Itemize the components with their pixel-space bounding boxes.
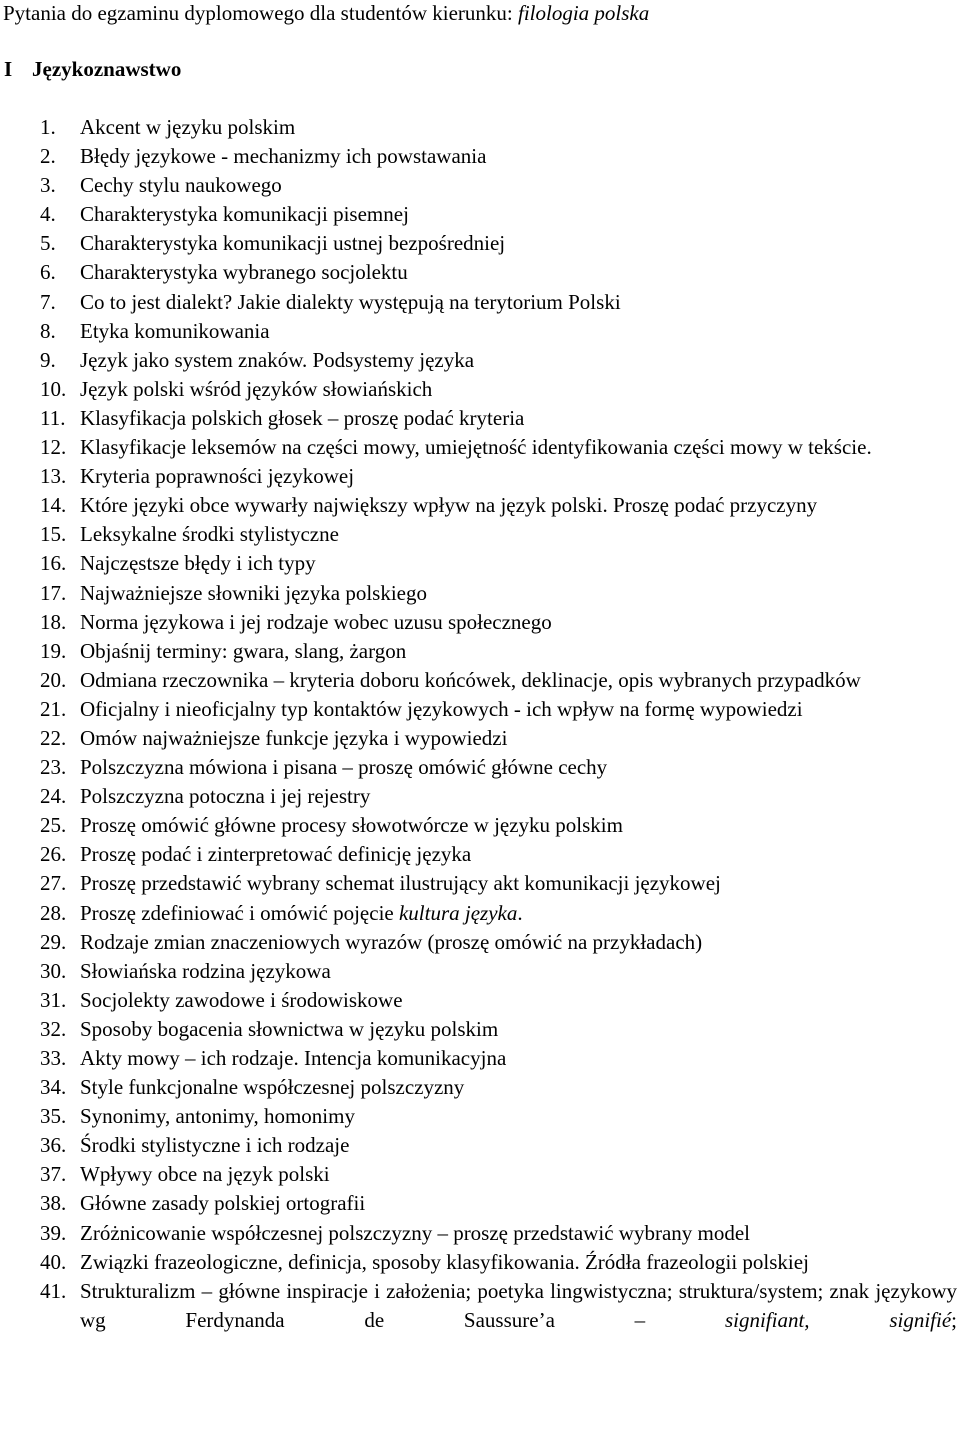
question-text-part: Sposoby bogacenia słownictwa w języku polskim xyxy=(80,1016,499,1041)
question-text xyxy=(80,520,957,549)
question-text xyxy=(80,317,957,346)
question-text xyxy=(80,200,957,229)
question-item xyxy=(0,288,960,317)
question-text xyxy=(80,608,957,637)
question-text xyxy=(80,171,957,200)
question-number: 17. xyxy=(40,580,67,605)
question-number: 41. xyxy=(40,1278,67,1303)
question-number: 13. xyxy=(40,464,67,489)
question-item xyxy=(0,1073,960,1102)
question-text xyxy=(80,549,957,578)
question-text-part: Akty mowy – ich rodzaje. Intencja komunikacyjna xyxy=(80,1046,507,1070)
question-number: 11. xyxy=(40,405,66,430)
question-item xyxy=(0,695,960,724)
question-item xyxy=(0,549,960,578)
question-number: 15. xyxy=(40,522,67,547)
question-text xyxy=(80,753,957,782)
question-text xyxy=(80,462,957,491)
question-text-part: Kryteria poprawności językowej xyxy=(80,464,355,489)
question-list xyxy=(0,113,960,1335)
question-text xyxy=(80,811,957,840)
question-item xyxy=(0,1277,960,1335)
question-text xyxy=(80,869,957,898)
question-item xyxy=(0,666,960,695)
question-item xyxy=(0,346,960,375)
question-number: 7. xyxy=(40,289,56,314)
question-text-part: Wpływy obce na język polski xyxy=(80,1162,330,1187)
question-number: 28. xyxy=(40,900,67,925)
question-text xyxy=(80,840,957,869)
question-text xyxy=(80,666,957,695)
question-item xyxy=(0,957,960,986)
question-text-italic: kultura języka xyxy=(398,900,518,925)
question-item xyxy=(0,899,960,928)
question-text xyxy=(80,1131,957,1160)
question-text-part: Synonimy, antonimy, homonimy xyxy=(80,1104,355,1129)
question-item xyxy=(0,753,960,782)
question-item xyxy=(0,433,960,462)
question-text-part: Oficjalny i nieoficjalny typ kontaktów językowych - ich wpływ na formę wypowiedzi xyxy=(80,696,803,721)
section-number: I xyxy=(4,57,13,81)
question-text-part: Błędy językowe - mechanizmy ich powstawania xyxy=(80,144,487,169)
question-number: 33. xyxy=(40,1046,67,1070)
question-text xyxy=(80,288,957,317)
question-number: 39. xyxy=(40,1220,67,1245)
question-text-part: Cechy stylu naukowego xyxy=(80,173,282,198)
question-number: 1. xyxy=(40,115,56,139)
question-text-part: Najczęstsze błędy i ich typy xyxy=(80,551,316,576)
question-text xyxy=(80,1277,957,1335)
question-number: 3. xyxy=(40,173,56,198)
question-item xyxy=(0,811,960,840)
question-item xyxy=(0,1131,960,1160)
question-text-part: Co to jest dialekt? Jakie dialekty występują na terytorium Polski xyxy=(80,289,621,314)
question-item xyxy=(0,1219,960,1248)
question-number: 14. xyxy=(40,493,67,518)
question-text xyxy=(80,258,957,287)
question-text xyxy=(80,1015,957,1044)
question-number: 29. xyxy=(40,929,67,954)
question-text xyxy=(80,491,957,520)
question-text xyxy=(80,579,957,608)
question-number: 22. xyxy=(40,725,67,750)
question-text-part: Proszę zdefiniować i omówić pojęcie xyxy=(80,900,399,925)
question-text xyxy=(80,1073,957,1102)
question-text xyxy=(80,346,957,375)
question-item xyxy=(0,171,960,200)
question-number: 23. xyxy=(40,755,67,780)
question-item xyxy=(0,113,960,142)
section-heading xyxy=(4,56,181,82)
question-text-part: Najważniejsze słowniki języka polskiego xyxy=(80,580,427,605)
question-item xyxy=(0,608,960,637)
question-text-part: Norma językowa i jej rodzaje wobec uzusu społecznego xyxy=(80,609,552,634)
question-text-italic: signifiant, signifié xyxy=(724,1307,952,1332)
question-text-part: Socjolekty zawodowe i środowiskowe xyxy=(80,987,403,1012)
question-text-part: Style funkcjonalne współczesnej polszczyzny xyxy=(80,1075,465,1100)
question-text-part: Polszczyzna mówiona i pisana – proszę omówić główne cechy xyxy=(80,755,608,780)
question-number: 2. xyxy=(40,144,56,169)
question-text xyxy=(80,899,957,928)
question-number: 5. xyxy=(40,231,56,256)
question-item xyxy=(0,986,960,1015)
question-text xyxy=(80,1102,957,1131)
question-item xyxy=(0,782,960,811)
question-number: 18. xyxy=(40,609,67,634)
question-text xyxy=(80,142,957,171)
document-title xyxy=(3,0,649,26)
question-number: 36. xyxy=(40,1133,67,1158)
question-text-part: Proszę podać i zinterpretować definicję języka xyxy=(80,842,472,867)
question-text-part: Język jako system znaków. Podsystemy języka xyxy=(80,347,475,372)
question-text-part: Charakterystyka wybranego socjolektu xyxy=(80,260,408,285)
question-text xyxy=(80,928,957,957)
question-item xyxy=(0,1160,960,1189)
question-text-part: Klasyfikacja polskich głosek – proszę podać kryteria xyxy=(80,405,525,430)
document-title-subject: filologia polska xyxy=(518,1,650,25)
question-text-part: Główne zasady polskiej ortografii xyxy=(80,1191,366,1216)
question-number: 8. xyxy=(40,318,56,343)
question-item xyxy=(0,229,960,258)
question-text xyxy=(80,1219,957,1248)
question-item xyxy=(0,928,960,957)
section-name: Językoznawstwo xyxy=(32,57,182,81)
question-item xyxy=(0,491,960,520)
question-item xyxy=(0,1044,960,1073)
question-item xyxy=(0,869,960,898)
question-number: 30. xyxy=(40,958,67,983)
question-number: 4. xyxy=(40,202,56,227)
question-text-part: Omów najważniejsze funkcje języka i wypowiedzi xyxy=(80,725,508,750)
question-number: 37. xyxy=(40,1162,67,1187)
question-item xyxy=(0,520,960,549)
question-item xyxy=(0,200,960,229)
question-item xyxy=(0,142,960,171)
question-number: 24. xyxy=(40,784,67,809)
question-item xyxy=(0,375,960,404)
question-number: 26. xyxy=(40,842,67,867)
question-text xyxy=(80,404,957,433)
question-number: 35. xyxy=(40,1104,67,1129)
question-number: 20. xyxy=(40,667,67,692)
question-text-part: Które języki obce wywarły największy wpływ na język polski. Proszę podać przyczyny xyxy=(80,493,818,518)
question-text-part: Odmiana rzeczownika – kryteria doboru końcówek, deklinacje, opis wybranych przypadków xyxy=(80,667,861,692)
question-number: 9. xyxy=(40,347,56,372)
question-item xyxy=(0,724,960,753)
question-number: 19. xyxy=(40,638,67,663)
question-text-part: Rodzaje zmian znaczeniowych wyrazów (proszę omówić na przykładach) xyxy=(80,929,703,954)
question-text-part: Klasyfikacje leksemów na części mowy, umiejętność identyfikowania części mowy w tekście. xyxy=(80,435,872,460)
question-text xyxy=(80,782,957,811)
question-text-part: Zróżnicowanie współczesnej polszczyzny – proszę przedstawić wybrany model xyxy=(80,1220,751,1245)
question-number: 12. xyxy=(40,435,67,460)
question-number: 31. xyxy=(40,987,67,1012)
question-number: 6. xyxy=(40,260,56,285)
question-text xyxy=(80,724,957,753)
question-text xyxy=(80,1248,957,1277)
question-item xyxy=(0,1015,960,1044)
question-text-part: Polszczyzna potoczna i jej rejestry xyxy=(80,784,371,809)
question-item xyxy=(0,1102,960,1131)
question-number: 38. xyxy=(40,1191,67,1216)
question-text-part: ; xyxy=(951,1307,957,1332)
question-text xyxy=(80,695,957,724)
document-title-prefix: Pytania do egzaminu dyplomowego dla studentów kierunku: xyxy=(3,1,518,25)
question-number: 16. xyxy=(40,551,67,576)
question-text-part: Słowiańska rodzina językowa xyxy=(80,958,331,983)
question-text xyxy=(80,1160,957,1189)
question-text-part: Proszę przedstawić wybrany schemat ilustrujący akt komunikacji językowej xyxy=(80,871,721,896)
question-item xyxy=(0,317,960,346)
question-item xyxy=(0,404,960,433)
question-number: 40. xyxy=(40,1249,67,1274)
question-number: 34. xyxy=(40,1075,67,1100)
question-text-part: Charakterystyka komunikacji pisemnej xyxy=(80,202,409,227)
question-text-part: Objaśnij terminy: gwara, slang, żargon xyxy=(80,638,407,663)
question-number: 21. xyxy=(40,696,67,721)
question-text-part: Strukturalizm – główne inspiracje i założenia; poetyka lingwistyczna; struktura/system; znak językowy wg Ferdynanda de Saussure’a – xyxy=(80,1278,957,1332)
question-item xyxy=(0,462,960,491)
question-text-part: Język polski wśród języków słowiańskich xyxy=(80,376,433,401)
question-text-part: Charakterystyka komunikacji ustnej bezpośredniej xyxy=(80,231,506,256)
question-text xyxy=(80,1189,957,1218)
question-number: 25. xyxy=(40,813,67,838)
question-text-part: Etyka komunikowania xyxy=(80,318,270,343)
question-item xyxy=(0,258,960,287)
question-text-part: Środki stylistyczne i ich rodzaje xyxy=(80,1133,350,1158)
question-number: 27. xyxy=(40,871,67,896)
question-text xyxy=(80,229,957,258)
question-item xyxy=(0,637,960,666)
question-text-part: Akcent w języku polskim xyxy=(80,115,296,139)
question-text-part: Leksykalne środki stylistyczne xyxy=(80,522,339,547)
question-text xyxy=(80,1044,957,1073)
question-text xyxy=(80,375,957,404)
question-text xyxy=(80,433,957,462)
question-text xyxy=(80,957,957,986)
question-number: 32. xyxy=(40,1016,67,1041)
question-item xyxy=(0,579,960,608)
question-text xyxy=(80,637,957,666)
question-text-part: Proszę omówić główne procesy słowotwórcze w języku polskim xyxy=(80,813,623,838)
question-number: 10. xyxy=(40,376,67,401)
question-text xyxy=(80,113,957,142)
question-item xyxy=(0,1189,960,1218)
question-item xyxy=(0,1248,960,1277)
question-text-part: . xyxy=(517,900,523,925)
question-item xyxy=(0,840,960,869)
question-text xyxy=(80,986,957,1015)
question-text-part: Związki frazeologiczne, definicja, sposoby klasyfikowania. Źródła frazeologii polskiej xyxy=(80,1249,809,1274)
